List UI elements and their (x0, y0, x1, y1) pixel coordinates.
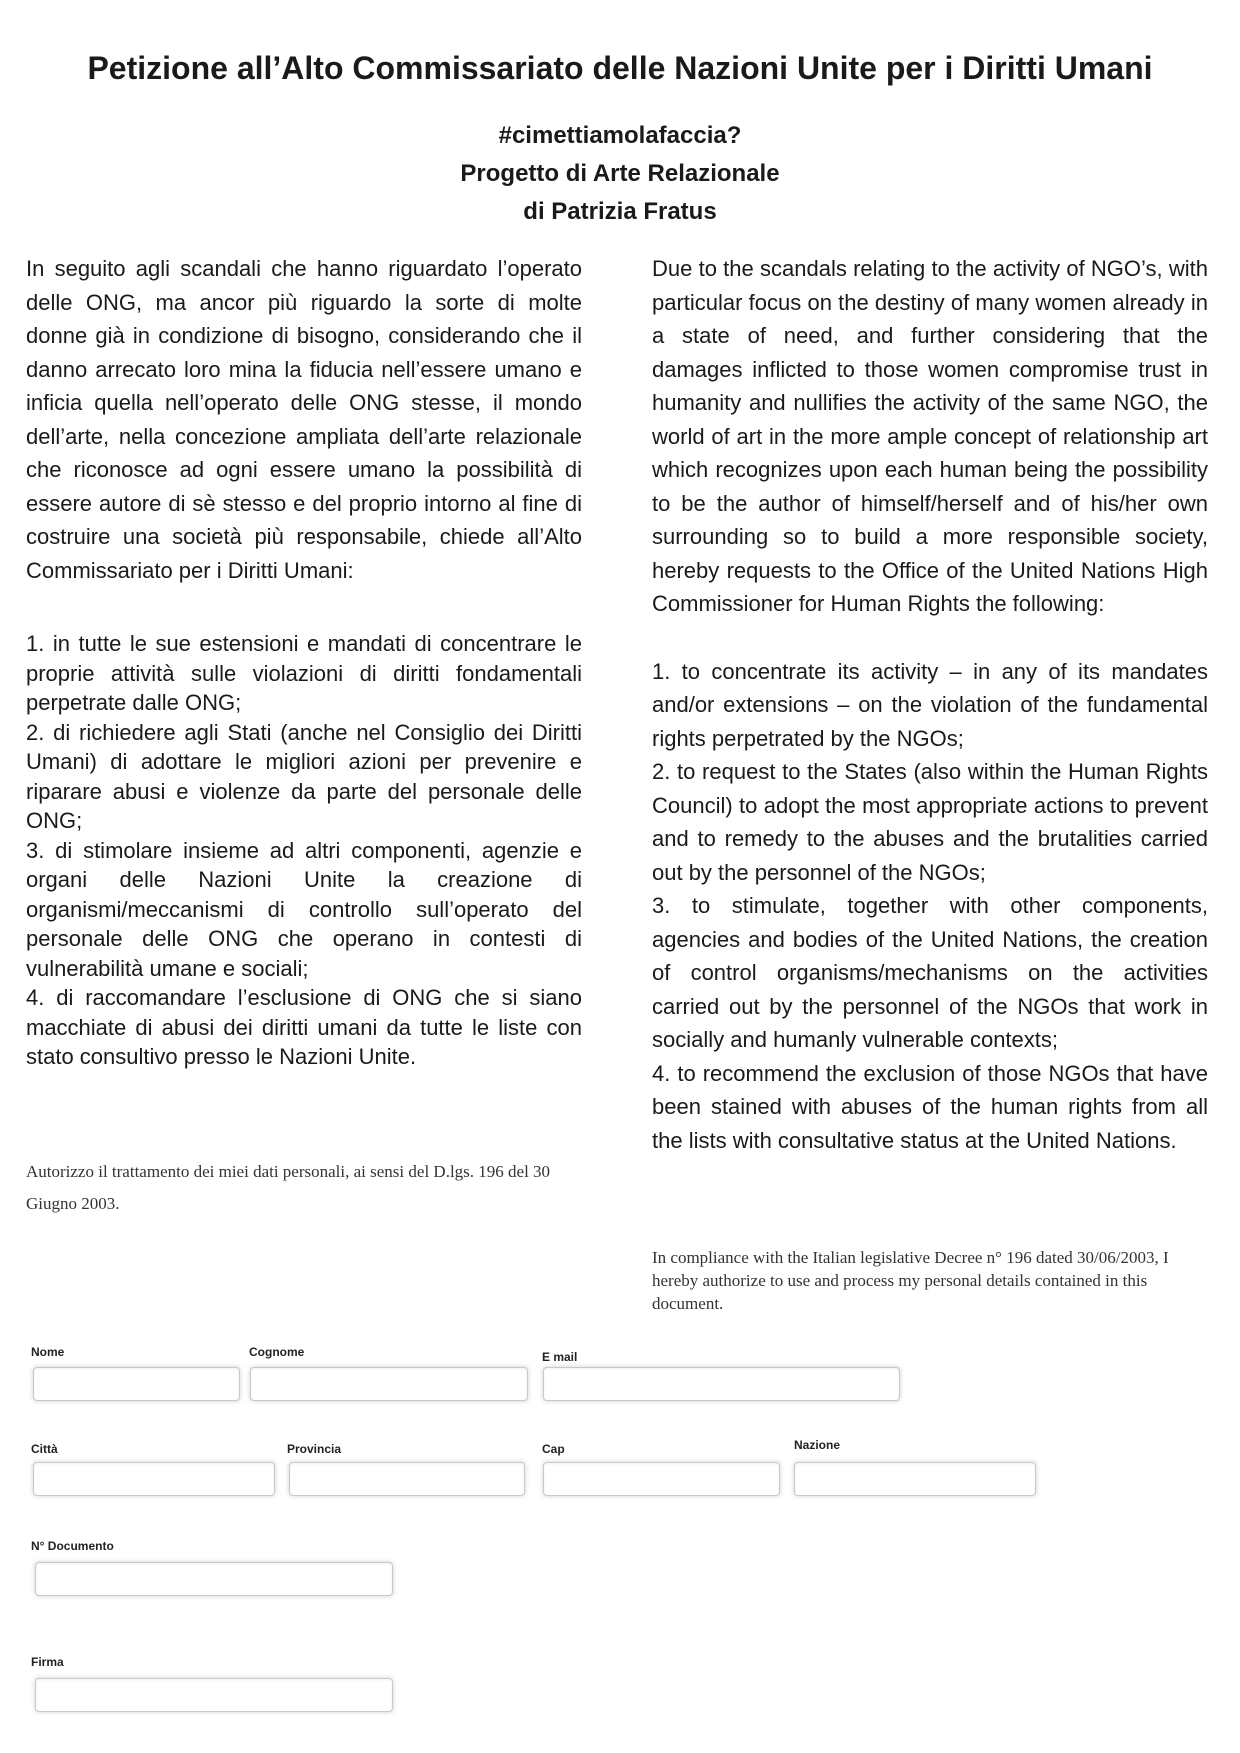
english-column (652, 252, 1208, 1157)
cap-label: Cap (542, 1442, 565, 1456)
italian-request-4: 4. di raccomandare l’esclusione di ONG che si siano macchiate di abusi dei diritti umani da tutte le liste con stato consultivo presso le Nazioni Unite. (26, 985, 582, 1069)
firma-label: Firma (31, 1655, 64, 1669)
english-request-4: 4. to recommend the exclusion of those NGOs that have been stained with abuses of the human rights from all the lists with consultative status at the United Nations. (652, 1060, 1208, 1153)
english-requests (652, 655, 1208, 1158)
page-title: Petizione all’Alto Commissariato delle Nazioni Unite per i Diritti Umani (87, 50, 1153, 86)
italian-request-2: 2. di richiedere agli Stati (anche nel Consiglio dei Diritti Umani) di adottare le migliori azioni per prevenire e riparare abusi e violenze da parte del personale delle ONG; (26, 719, 582, 833)
cap-field[interactable] (543, 1462, 780, 1496)
italian-requests (26, 629, 582, 1072)
firma-field[interactable] (35, 1678, 393, 1712)
documento-field[interactable] (35, 1562, 393, 1596)
english-request-1: 1. to concentrate its activity – in any of its mandates and/or extensions – on the violation of the fundamental rights perpetrated by the NGOs; (652, 658, 1208, 751)
italian-request-3: 3. di stimolare insieme ad altri componenti, agenzie e organi delle Nazioni Unite la creazione di organismi/meccanismi di controllo sull’operato del personale delle ONG che operano in contesti di vulnerabilità umane e sociali; (26, 837, 582, 981)
english-request-2: 2. to request to the States (also within the Human Rights Council) to adopt the most appropriate actions to prevent and to remedy to the abuses and the brutalities carried out by the personnel of the NGOs; (652, 759, 1208, 885)
english-request-3: 3. to stimulate, together with other components, agencies and bodies of the United Nations, the creation of control organisms/mechanisms on the activities carried out by the personnel of the NGOs that work in socially and humanly vulnerable contexts; (652, 893, 1208, 1052)
italian-consent-note: Autorizzo il trattamento dei miei dati personali, ai sensi del D.lgs. 196 del 30 Giugno 2003. (26, 1162, 551, 1213)
hashtag: #cimettiamolafaccia? (498, 122, 742, 149)
email-label: E mail (542, 1350, 578, 1364)
documento-label: N° Documento (31, 1539, 114, 1553)
nome-label: Nome (31, 1345, 65, 1359)
project-title: Progetto di Arte Relazionale (460, 160, 780, 187)
italian-intro: In seguito agli scandali che hanno riguardato l’operato delle ONG, ma ancor più riguardo la sorte di molte donne già in condizione di bisogno, considerando che il danno arrecato loro mina la fiducia nell’essere umano e inficia quella nell’operato delle ONG stesse, il mondo dell’arte, nella concezione ampliata dell’arte relazionale che riconosce ad ogni essere umano la possibilità di essere autore di sè stesso e del proprio intorno al fine di costruire una società più responsabile, chiede all’Alto Commissariato per i Diritti Umani: (26, 256, 582, 583)
nome-field[interactable] (33, 1367, 240, 1401)
nazione-field[interactable] (794, 1462, 1036, 1496)
email-field[interactable] (543, 1367, 900, 1401)
english-consent-note: In compliance with the Italian legislative Decree n° 196 dated 30/06/2003, I hereby authorize to use and process my personal details contained in this document. (652, 1248, 1169, 1313)
citta-label: Città (31, 1442, 58, 1456)
italian-column (26, 252, 582, 1072)
citta-field[interactable] (33, 1462, 275, 1496)
italian-request-1: 1. in tutte le sue estensioni e mandati di concentrare le proprie attività sulle violazioni di diritti fondamentali perpetrate dalle ONG; (26, 631, 582, 715)
provincia-field[interactable] (289, 1462, 525, 1496)
english-intro: Due to the scandals relating to the activity of NGO’s, with particular focus on the destiny of many women already in a state of need, and further considering that the damages inflicted to those women compromise trust in humanity and nullifies the activity of the same NGO, the world of art in the more ample concept of relationship art which recognizes upon each human being the possibility to be the author of himself/herself and of his/her own surrounding so to build a more responsible society, hereby requests to the Office of the United Nations High Commissioner for Human Rights the following: (652, 256, 1208, 616)
author-line: di Patrizia Fratus (523, 198, 717, 225)
cognome-field[interactable] (250, 1367, 528, 1401)
provincia-label: Provincia (287, 1442, 342, 1456)
nazione-label: Nazione (794, 1438, 841, 1452)
cognome-label: Cognome (249, 1345, 305, 1359)
